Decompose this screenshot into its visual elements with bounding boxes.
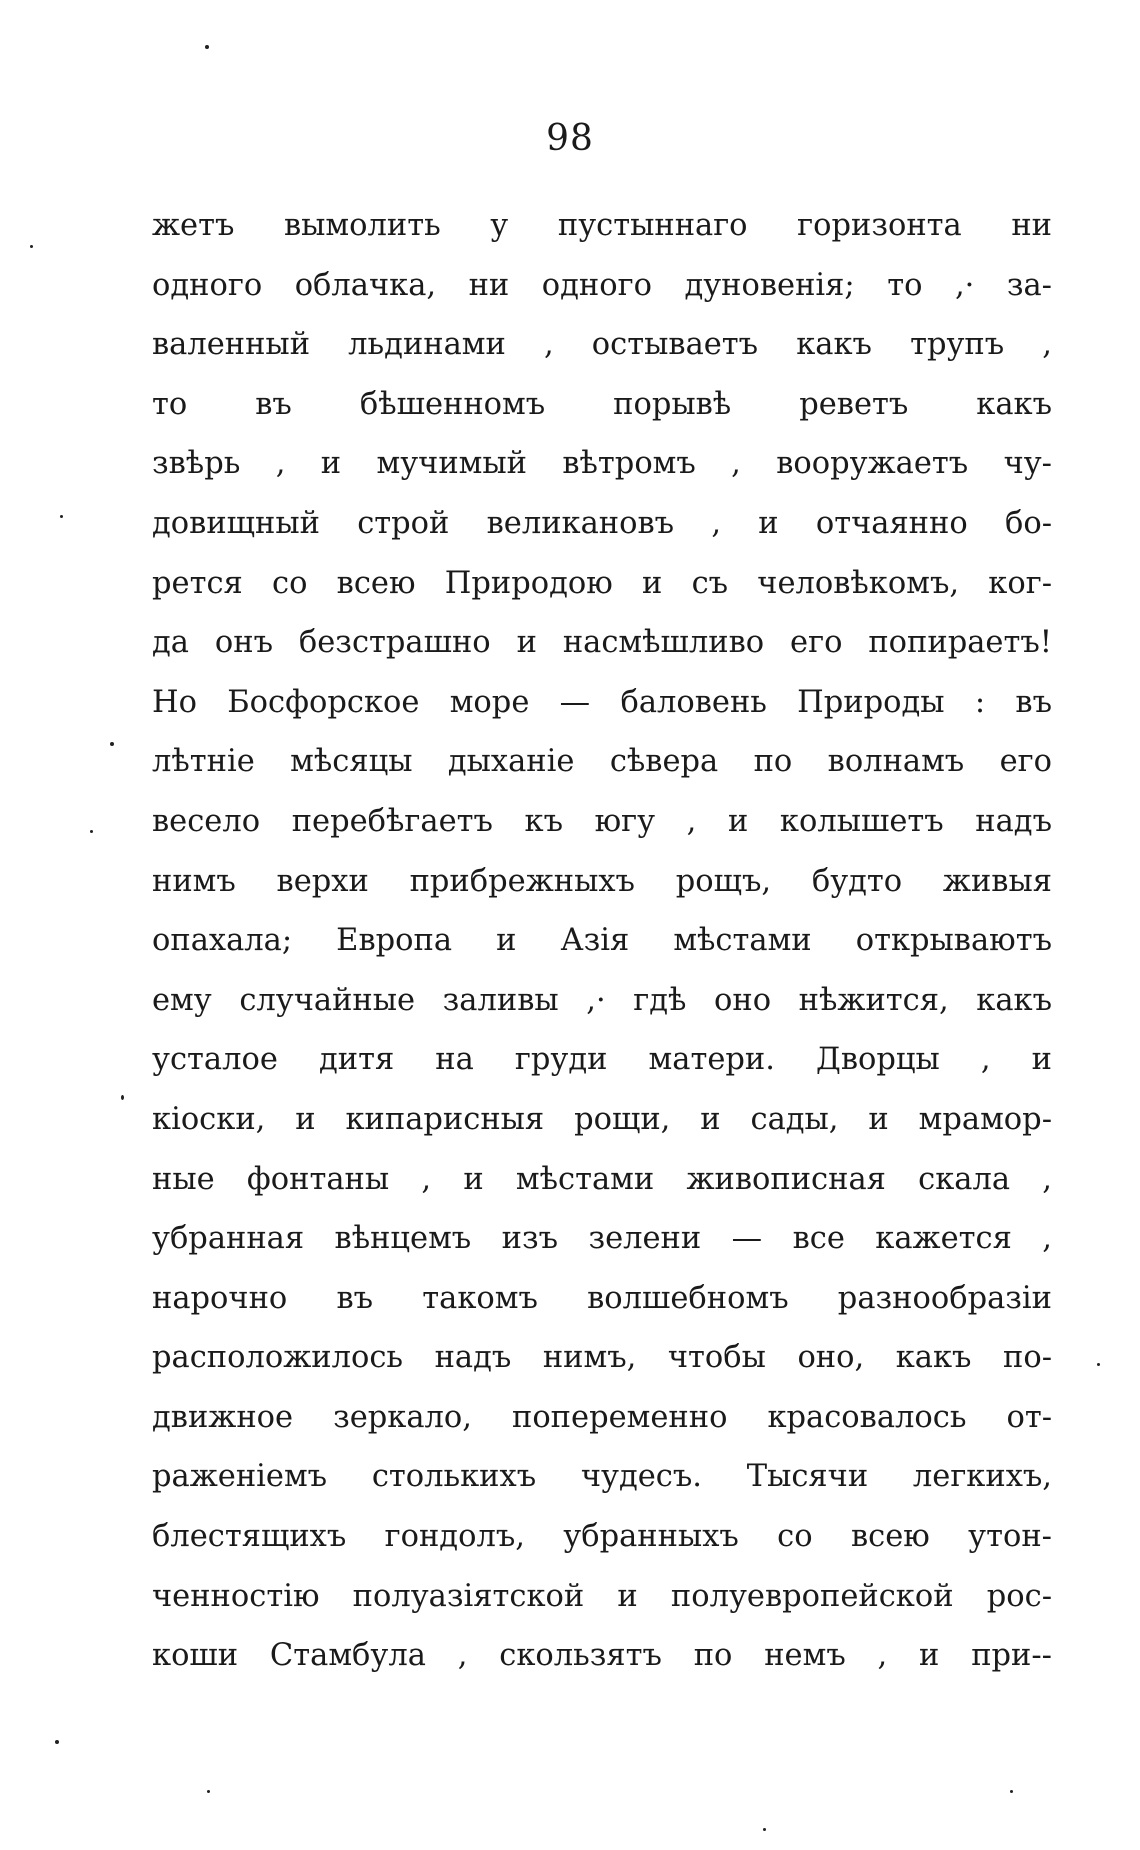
page-number: 98 [546, 118, 594, 159]
text-line: весело перебѣгаетъ къ югу , и колышетъ надъ [152, 803, 1052, 839]
text-line: раженіемъ столькихъ чудесъ. Тысячи легкихъ, [152, 1459, 1052, 1495]
text-line: жетъ вымолить у пустыннаго горизонта ни [152, 208, 1052, 243]
text-line: кіоски, и кипарисныя рощи, и сады, и мрамор- [152, 1101, 1052, 1137]
text-line: ные фонтаны , и мѣстами живописная скала , [152, 1161, 1052, 1197]
scan-speck [30, 245, 33, 248]
scan-speck [90, 830, 93, 833]
text-line: одного облачка, ни одного дуновенія; то ,· за- [152, 267, 1052, 303]
text-line: нимъ верхи прибрежныхъ рощъ, будто живыя [152, 863, 1052, 899]
scan-speck [763, 1828, 766, 1831]
scan-speck [207, 1790, 210, 1793]
body-text [152, 196, 1052, 1686]
scan-speck [60, 515, 63, 518]
text-line: нарочно въ такомъ волшебномъ разнообразіи [152, 1280, 1052, 1316]
scan-speck [55, 1740, 59, 1744]
scan-speck [110, 742, 114, 746]
text-line: усталое дитя на груди матери. Дворцы , и [152, 1042, 1052, 1078]
text-line: рется со всею Природою и съ человѣкомъ, ког- [152, 565, 1052, 601]
scan-speck [121, 1095, 124, 1100]
text-line: звѣрь , и мучимый вѣтромъ , вооружаетъ чу- [152, 446, 1052, 482]
text-line: коши Стамбула , скользятъ по немъ , и при-- [152, 1638, 1052, 1674]
text-line: расположилось надъ нимъ, чтобы оно, какъ по- [152, 1340, 1052, 1376]
text-line: валенный льдинами , остываетъ какъ трупъ , [152, 327, 1052, 363]
text-line: убранная вѣнцемъ изъ зелени — все кажется , [152, 1221, 1052, 1257]
text-line: лѣтніе мѣсяцы дыханіе сѣвера по волнамъ его [152, 744, 1052, 780]
text-line: ченностію полуазіятской и полуевропейской рос- [152, 1578, 1052, 1614]
scan-speck [205, 45, 209, 49]
text-line: Но Босфорское море — баловень Природы : въ [152, 684, 1052, 720]
text-line: то въ бѣшенномъ порывѣ реветъ какъ [152, 386, 1052, 422]
text-line: ему случайные заливы ,· гдѣ оно нѣжится, какъ [152, 982, 1052, 1018]
text-line: движное зеркало, попеременно красовалось от- [152, 1399, 1052, 1435]
text-line: да онъ безстрашно и насмѣшливо его попираетъ! [152, 625, 1052, 661]
scan-speck [1010, 1790, 1013, 1793]
scan-speck [1097, 1363, 1100, 1366]
text-line: довищный строй великановъ , и отчаянно бо- [152, 505, 1052, 541]
text-line: блестящихъ гондолъ, убранныхъ со всею утон- [152, 1519, 1052, 1555]
text-line: опахала; Европа и Азія мѣстами открываютъ [152, 923, 1052, 959]
